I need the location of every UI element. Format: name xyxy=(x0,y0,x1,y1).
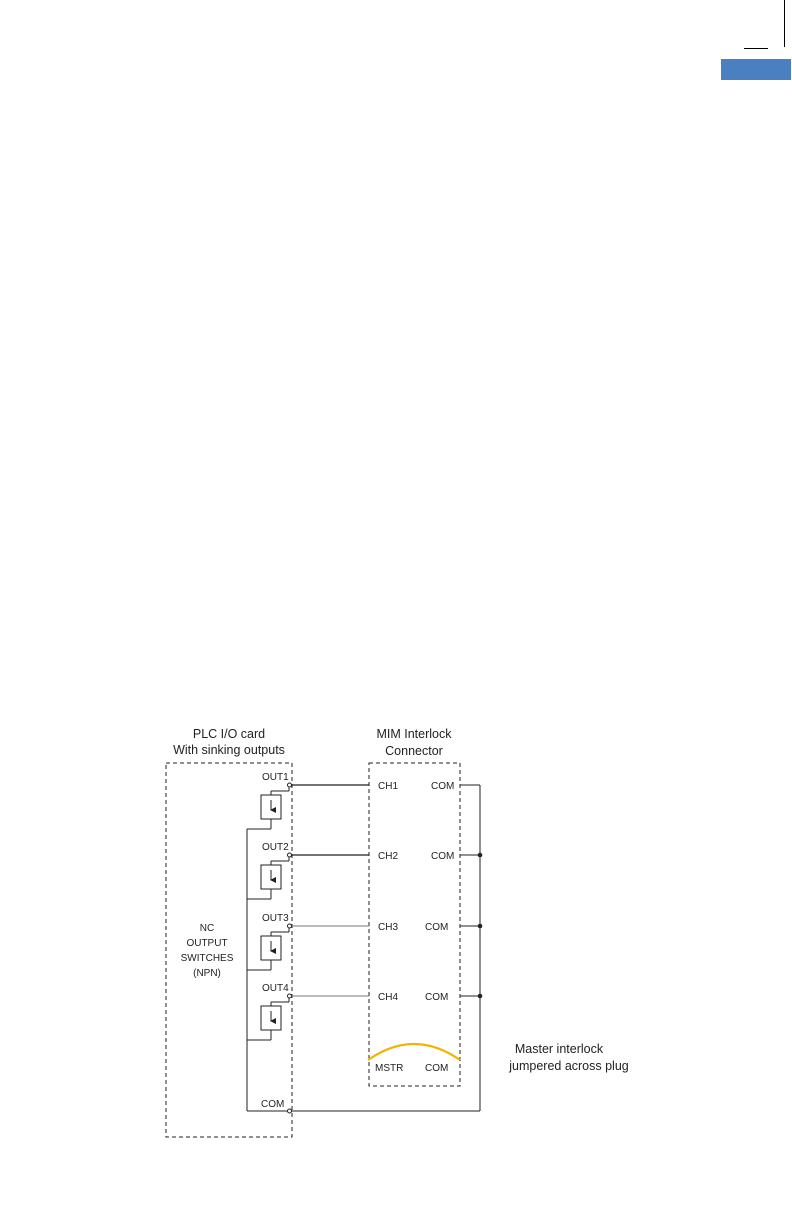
plc-com-label: COM xyxy=(261,1099,285,1110)
output-switch-2 xyxy=(247,853,292,899)
com2-label: COM xyxy=(431,851,455,862)
ch3-label: CH3 xyxy=(378,922,399,933)
com5-label: COM xyxy=(425,1063,449,1074)
connector-title-line2: Connector xyxy=(385,744,443,758)
output-switch-3 xyxy=(247,924,292,970)
junction-dot xyxy=(478,994,483,999)
mstr-label: MSTR xyxy=(375,1063,404,1074)
ch4-label: CH4 xyxy=(378,992,399,1003)
ch1-label: CH1 xyxy=(378,781,399,792)
ch2-label: CH2 xyxy=(378,851,399,862)
switches-label-line4: (NPN) xyxy=(193,968,221,979)
out3-label: OUT3 xyxy=(262,913,289,924)
junction-dot xyxy=(478,853,483,858)
connector-title-line1: MIM Interlock xyxy=(376,727,452,741)
switches-label-line3: SWITCHES xyxy=(180,953,234,964)
output-switch-1 xyxy=(247,783,292,829)
switches-label-line2: OUTPUT xyxy=(186,938,228,949)
output-switch-4 xyxy=(247,994,292,1040)
com4-label: COM xyxy=(425,992,449,1003)
com3-label: COM xyxy=(425,922,449,933)
out2-label: OUT2 xyxy=(262,842,289,853)
master-note-line2: jumpered across plug xyxy=(509,1059,629,1073)
plc-card-title-line1: PLC I/O card xyxy=(192,727,266,741)
switches-label-line1: NC xyxy=(199,923,215,934)
plc-card-title-line2: With sinking outputs xyxy=(173,743,285,757)
out4-label: OUT4 xyxy=(262,983,289,994)
master-note-line1: Master interlock xyxy=(514,1042,604,1056)
master-jumper-wire xyxy=(368,1044,460,1060)
com1-label: COM xyxy=(431,781,455,792)
out1-label: OUT1 xyxy=(262,772,289,783)
plc-com-terminal xyxy=(288,1109,292,1113)
junction-dot xyxy=(478,924,483,929)
